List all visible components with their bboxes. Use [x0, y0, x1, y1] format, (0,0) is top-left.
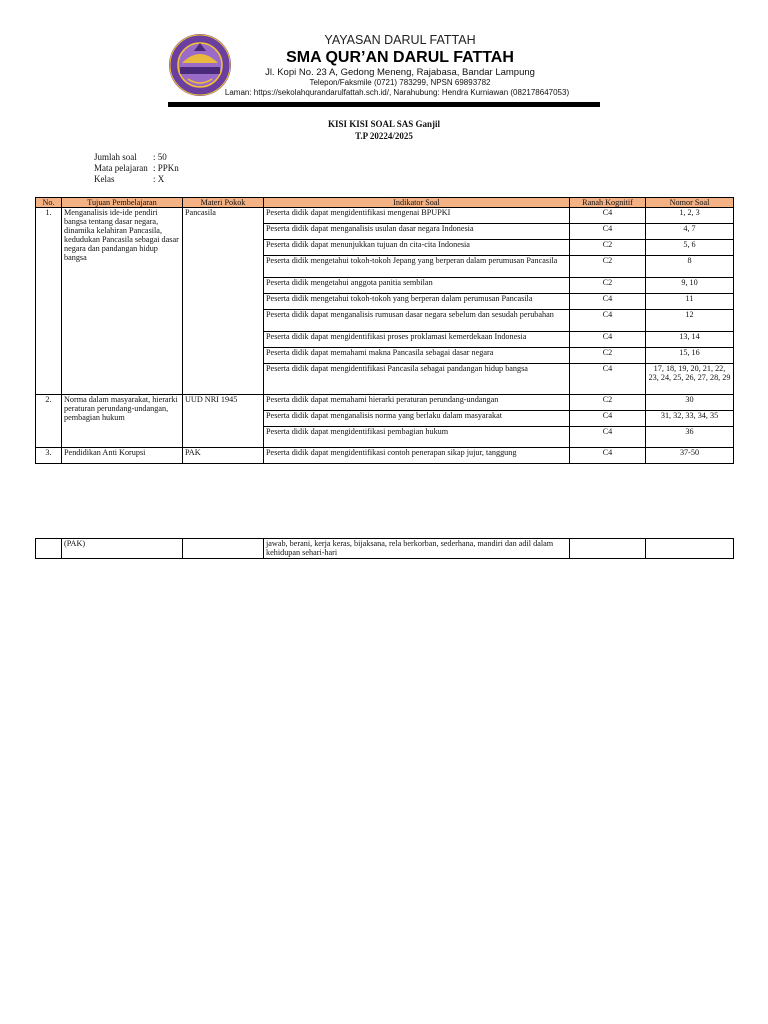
table-row [36, 208, 734, 224]
nomor-cell: 11 [646, 294, 734, 310]
nomor-cell: 5, 6 [646, 240, 734, 256]
nomor-cell: 37-50 [646, 448, 734, 464]
indikator-cell: Peserta didik mengetahui anggota panitia sembilan [264, 278, 570, 294]
ranah-cell: C4 [570, 294, 646, 310]
meta-jumlah-label: Jumlah soal [94, 152, 137, 162]
group-materi: PAK [183, 448, 264, 464]
indikator-cell: Peserta didik dapat memahami makna Pancasila sebagai dasar negara [264, 348, 570, 364]
exam-meta [94, 152, 179, 185]
nomor-cell: 15, 16 [646, 348, 734, 364]
indikator-cell: Peserta didik mengetahui tokoh-tokoh Jepang yang berperan dalam perumusan Pancasila [264, 256, 570, 278]
meta-mapel-value: : PPKn [153, 163, 179, 173]
group-number: 1. [36, 208, 62, 395]
nomor-cell: 12 [646, 310, 734, 332]
ranah-cell: C4 [570, 208, 646, 224]
meta-mapel-label: Mata pelajaran [94, 163, 148, 173]
col-header-tujuan: Tujuan Pembelajaran [62, 198, 183, 208]
group-materi: UUD NRI 1945 [183, 395, 264, 448]
ranah-cell: C4 [570, 332, 646, 348]
group-number: 3. [36, 448, 62, 464]
indikator-cell: Peserta didik dapat menganalisis norma yang berlaku dalam masyarakat [264, 411, 570, 427]
table-row [36, 395, 734, 411]
school-website: Laman: https://sekolahqurandarulfattah.sch.id/, Narahubung: Hendra Kurniawan (082178647053) [224, 88, 570, 97]
col-header-no: No. [36, 198, 62, 208]
nomor-cell: 13, 14 [646, 332, 734, 348]
ranah-cell: C2 [570, 240, 646, 256]
col-header-ranah: Ranah Kognitif [570, 198, 646, 208]
school-address: Jl. Kopi No. 23 A, Gedong Meneng, Rajabasa, Bandar Lampung [265, 67, 535, 78]
meta-jumlah-value: : 50 [153, 152, 167, 162]
group-tujuan: Norma dalam masyarakat, hierarki peraturan perundang-undangan, pembagian hukum [62, 395, 183, 448]
ranah-cell: C4 [570, 411, 646, 427]
col-header-indikator: Indikator Soal [264, 198, 570, 208]
cont-ranah [570, 539, 646, 559]
group-materi: Pancasila [183, 208, 264, 395]
group-tujuan: Menganalisis ide-ide pendiri bangsa tentang dasar negara, dinamika kelahiran Pancasila, kedudukan Pancasila sebagai dasar negara dan pandangan hidup bangsa [62, 208, 183, 395]
table-header-row [36, 198, 734, 208]
document-year: T.P 20224/2025 [355, 131, 413, 141]
col-header-materi: Materi Pokok [183, 198, 264, 208]
header-divider [168, 102, 600, 107]
ranah-cell: C4 [570, 448, 646, 464]
indikator-cell: Peserta didik dapat menganalisis usulan dasar negara Indonesia [264, 224, 570, 240]
indikator-cell: Peserta didik dapat mengidentifikasi mengenai BPUPKI [264, 208, 570, 224]
ranah-cell: C2 [570, 256, 646, 278]
table-row [36, 448, 734, 464]
nomor-cell: 4, 7 [646, 224, 734, 240]
indikator-cell: Peserta didik dapat mengidentifikasi pembagian hukum [264, 427, 570, 448]
indikator-cell: Peserta didik mengetahui tokoh-tokoh yang berperan dalam perumusan Pancasila [264, 294, 570, 310]
ranah-cell: C4 [570, 310, 646, 332]
indikator-cell: Peserta didik dapat menunjukkan tujuan dn cita-cita Indonesia [264, 240, 570, 256]
cont-indikator: jawab, berani, kerja keras, bijaksana, rela berkorban, sederhana, mandiri dan adil dalam kehidupan sehari-hari [264, 539, 570, 559]
ranah-cell: C4 [570, 427, 646, 448]
meta-kelas-value: : X [153, 174, 165, 184]
cont-nomor [646, 539, 734, 559]
table-row [36, 539, 734, 559]
indikator-cell: Peserta didik dapat mengidentifikasi contoh penerapan sikap jujur, tanggung [264, 448, 570, 464]
school-name: SMA QUR’AN DARUL FATTAH [286, 49, 514, 66]
cont-tujuan: (PAK) [62, 539, 183, 559]
foundation-name: YAYASAN DARUL FATTAH [324, 33, 476, 47]
kisi-table [35, 197, 734, 464]
group-number: 2. [36, 395, 62, 448]
col-header-nomor: Nomor Soal [646, 198, 734, 208]
nomor-cell: 1, 2, 3 [646, 208, 734, 224]
ranah-cell: C2 [570, 348, 646, 364]
document-title: KISI KISI SOAL SAS Ganjil [327, 119, 441, 129]
group-tujuan: Pendidikan Anti Korupsi [62, 448, 183, 464]
ranah-cell: C4 [570, 224, 646, 240]
nomor-cell: 17, 18, 19, 20, 21, 22, 23, 24, 25, 26, 27, 28, 29 [646, 364, 734, 395]
ranah-cell: C4 [570, 364, 646, 395]
meta-kelas-label: Kelas [94, 174, 115, 184]
nomor-cell: 9, 10 [646, 278, 734, 294]
school-phone: Telepon/Faksmile (0721) 783299, NPSN 69893782 [309, 78, 491, 87]
nomor-cell: 8 [646, 256, 734, 278]
indikator-cell: Peserta didik dapat mengidentifikasi Pancasila sebagai pandangan hidup bangsa [264, 364, 570, 395]
cont-number [36, 539, 62, 559]
cont-materi [183, 539, 264, 559]
nomor-cell: 30 [646, 395, 734, 411]
continuation-table [35, 538, 734, 559]
ranah-cell: C2 [570, 395, 646, 411]
indikator-cell: Peserta didik dapat memahami hierarki peraturan perundang-undangan [264, 395, 570, 411]
nomor-cell: 31, 32, 33, 34, 35 [646, 411, 734, 427]
nomor-cell: 36 [646, 427, 734, 448]
letterhead [0, 0, 768, 110]
ranah-cell: C2 [570, 278, 646, 294]
indikator-cell: Peserta didik dapat mengidentifikasi proses proklamasi kemerdekaan Indonesia [264, 332, 570, 348]
indikator-cell: Peserta didik dapat menganalisis rumusan dasar negara sebelum dan sesudah perubahan [264, 310, 570, 332]
